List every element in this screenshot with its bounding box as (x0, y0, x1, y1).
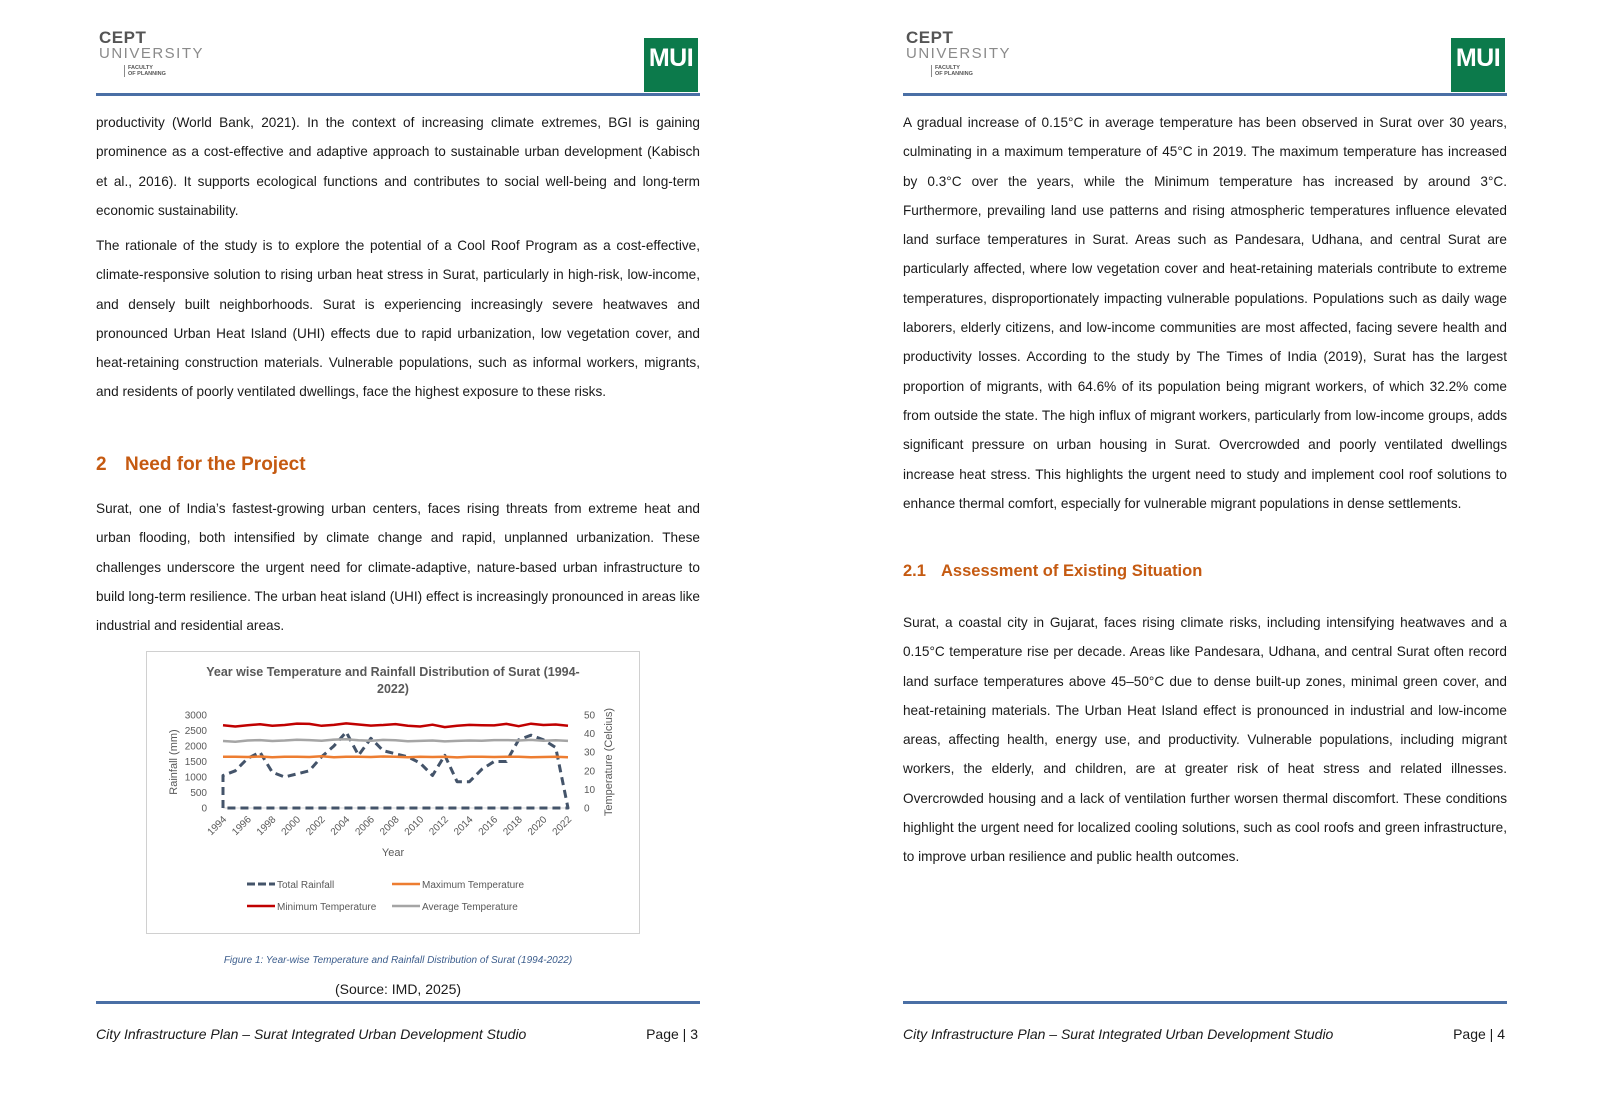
page-number: Page | 4 (1453, 1026, 1505, 1042)
footer-title: City Infrastructure Plan – Surat Integrated Urban Development Studio (96, 1026, 527, 1042)
paragraph-2: The rationale of the study is to explore the potential of a Cool Roof Program as a cost-effective, climate-responsive solution to rising urban heat stress in Surat, particularly in high-risk, low-income, and densely built neighborhoods. Surat is experiencing increasingly severe heatwaves and pronounced Urban Heat Island (UHI) effects due to rapid urbanization, low vegetation cover, and heat-retaining construction materials. Vulnerable populations, such as informal workers, migrants, and residents of poorly ventilated dwellings, face the highest exposure to these risks. (96, 238, 700, 400)
page-header (903, 28, 1507, 96)
y-left-tick-label: 0 (201, 803, 207, 815)
figure-caption: Figure 1: Year-wise Temperature and Rainfall Distribution of Surat (1994-2022) (223, 955, 573, 966)
footer-rule (903, 1001, 1507, 1004)
mui-logo-subtext (644, 75, 698, 80)
legend-label: Minimum Temperature (277, 902, 377, 913)
section-number: 2 (96, 454, 107, 475)
y-left-tick-label: 3000 (184, 710, 207, 722)
x-tick-label: 2020 (525, 814, 550, 838)
y-right-tick-label: 20 (584, 766, 596, 778)
cept-university-logo (99, 28, 205, 82)
y-left-axis-label: Rainfall (mm) (168, 729, 180, 795)
section-heading (96, 454, 306, 476)
mui-logo-text: MUI (1455, 44, 1501, 72)
y-right-axis-label: Temperature (Celcius) (603, 707, 615, 817)
series-total-rainfall (223, 732, 568, 808)
x-tick-label: 2004 (328, 814, 353, 838)
x-tick-label: 2022 (550, 814, 575, 838)
x-tick-label: 1994 (205, 814, 230, 838)
series-average-temperature (223, 739, 568, 742)
mui-logo-subtext (1451, 75, 1505, 80)
x-tick-label: 1996 (230, 814, 254, 838)
logo-faculty-line2: OF PLANNING (935, 71, 973, 77)
logo-faculty-line1: FACULTY (935, 65, 960, 71)
y-left-tick-label: 1500 (184, 757, 207, 768)
x-tick-label: 2000 (279, 814, 304, 838)
page-number: Page | 3 (646, 1026, 698, 1042)
x-tick-label: 1998 (254, 814, 279, 838)
subsection-number: 2.1 (903, 562, 926, 580)
x-tick-label: 2006 (353, 814, 377, 838)
page-4 (903, 0, 1507, 1119)
x-axis-label: Year (381, 847, 405, 859)
logo-text-university: UNIVERSITY (99, 45, 205, 62)
logo-text-cept: CEPT (99, 28, 147, 47)
series-maximum-temperature (223, 756, 568, 757)
header-rule (96, 93, 700, 96)
y-left-tick-label: 1000 (184, 772, 207, 784)
header-rule (903, 93, 1507, 96)
logo-text-cept: CEPT (906, 28, 954, 47)
cept-university-logo (906, 28, 1012, 82)
section-title: Need for the Project (125, 454, 306, 475)
logo-text-faculty (931, 65, 1006, 77)
legend-label: Total Rainfall (277, 880, 335, 891)
y-left-tick-label: 2000 (184, 741, 207, 753)
chart-svg (147, 652, 639, 933)
x-tick-label: 2016 (476, 814, 501, 838)
x-tick-label: 2002 (304, 814, 328, 838)
page-header (96, 28, 700, 96)
x-tick-label: 2010 (402, 814, 427, 838)
legend-label: Maximum Temperature (422, 880, 525, 891)
logo-text-university: UNIVERSITY (906, 45, 1012, 62)
footer-rule (96, 1001, 700, 1004)
legend-label: Average Temperature (422, 902, 518, 913)
paragraph-3: Surat, one of India’s fastest-growing urban centers, faces rising threats from extreme heat and urban flooding, both intensified by climate change and rapid, unplanned urbanization. These challenges underscore the urgent need for climate-adaptive, nature-based urban infrastructure to build long-term resilience. The urban heat island (UHI) effect is increasingly pronounced in areas like industrial and residential areas. (96, 501, 700, 634)
logo-faculty-line1: FACULTY (128, 65, 153, 71)
figure-source: (Source: IMD, 2025) (334, 981, 462, 997)
y-left-tick-label: 500 (190, 788, 207, 799)
paragraph-2: Surat, a coastal city in Gujarat, faces rising climate risks, including intensifying heatwaves and a 0.15°C temperature rise per decade. Areas like Pandesara, Udhana, and central Surat often record land surface temperatures above 45–50°C due to dense built-up zones, minimal green cover, and heat-retaining materials. The Urban Heat Island effect is pronounced in industrial and low-income areas, affecting health, energy use, and productivity. Vulnerable populations, including migrant workers, the elderly, and children, are at greater risk of heat stress and related illnesses. Overcrowded housing and a lack of ventilation further worsen thermal discomfort. These conditions highlight the urgent need for localized cooling solutions, such as cool roofs and green infrastructure, to improve urban resilience and public health outcomes. (903, 615, 1507, 865)
chart-title-line2: 2022) (377, 682, 409, 696)
y-right-tick-label: 10 (584, 784, 596, 796)
logo-text-faculty (124, 65, 199, 77)
logo-faculty-line2: OF PLANNING (128, 71, 166, 77)
x-tick-label: 2012 (427, 814, 451, 838)
mui-logo-text: MUI (648, 44, 694, 72)
y-right-tick-label: 40 (584, 729, 596, 741)
page-3 (96, 0, 700, 1119)
x-tick-label: 2008 (378, 814, 402, 838)
mui-logo (644, 38, 698, 92)
rainfall-temperature-chart (146, 651, 640, 934)
paragraph-1: A gradual increase of 0.15°C in average temperature has been observed in Surat over 30 years, culminating in a maximum temperature of 45°C in 2019. The maximum temperature has increased by 0.3°C over the years, while the Minimum temperature has increased by around 3°C. Furthermore, prevailing land use patterns and rising atmospheric temperatures influence elevated land surface temperatures in Surat. Areas such as Pandesara, Udhana, and central Surat are particularly affected, where low vegetation cover and heat-retaining materials contribute to extreme temperatures, disproportionately impacting vulnerable populations. Populations such as daily wage laborers, elderly citizens, and low-income communities are most affected, facing severe health and productivity losses. According to the study by The Times of India (2019), Surat has the largest proportion of migrants, with 64.6% of its population being migrant workers, of which 32.2% come from outside the state. The high influx of migrant workers, particularly from low-income groups, adds significant pressure on urban housing in Surat. Overcrowded and poorly ventilated dwellings increase heat stress. This highlights the urgent need to study and implement cool roof solutions to enhance thermal comfort, especially for vulnerable migrant populations in dense settlements. (903, 115, 1507, 511)
y-right-tick-label: 0 (584, 803, 590, 815)
y-right-tick-label: 50 (584, 710, 596, 722)
x-tick-label: 2014 (452, 814, 476, 838)
y-left-tick-label: 2500 (184, 726, 207, 737)
chart-title-line1: Year wise Temperature and Rainfall Distribution of Surat (1994- (206, 665, 580, 679)
y-right-tick-label: 30 (584, 747, 596, 759)
subsection-title: Assessment of Existing Situation (941, 562, 1203, 580)
x-tick-label: 2018 (501, 814, 525, 838)
mui-logo (1451, 38, 1505, 92)
footer-title: City Infrastructure Plan – Surat Integrated Urban Development Studio (903, 1026, 1334, 1042)
subsection-heading (903, 562, 1202, 581)
series-minimum-temperature (223, 723, 568, 727)
paragraph-1: productivity (World Bank, 2021). In the context of increasing climate extremes, BGI is gaining prominence as a cost-effective and adaptive approach to sustainable urban development (Kabisch et al., 2016). It supports ecological functions and contributes to social well-being and long-term economic sustainability. (96, 115, 700, 218)
